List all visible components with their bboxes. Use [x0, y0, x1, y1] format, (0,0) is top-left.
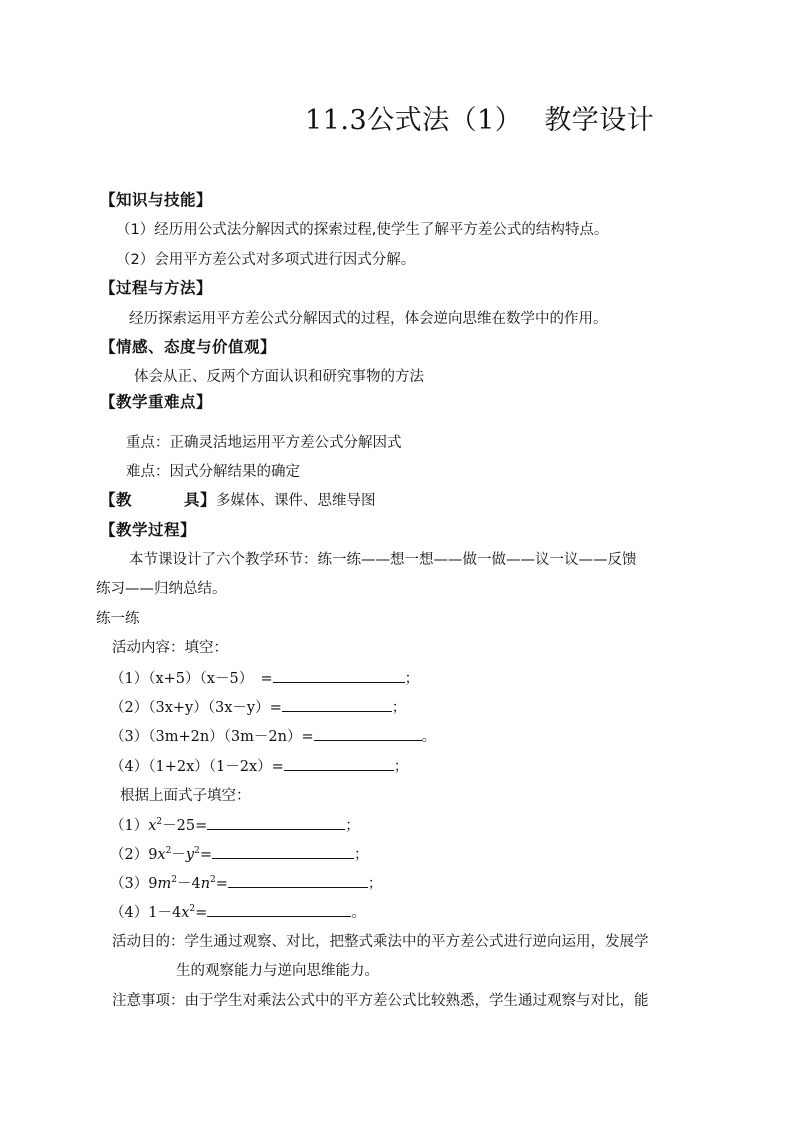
answer-blank[interactable]: [207, 902, 351, 917]
answer-blank[interactable]: [207, 815, 345, 830]
activity-label: 活动内容：填空：: [112, 640, 228, 656]
factor-expr-1: $x^2-25=$: [148, 817, 208, 834]
exercise-4: （4）（1+2x）（1－2x）= ；: [110, 756, 408, 777]
factor-item-4: $(4)1-4x^2=$ 。: [110, 902, 366, 923]
heading-tools-right: 具】: [184, 491, 217, 509]
title-sub: 教学设计: [544, 105, 655, 136]
tools-row: [100, 490, 376, 511]
section-practice: 练一练: [96, 611, 140, 627]
knowledge-item-1: （1）经历用公式法分解因式的探索过程,使学生了解平方差公式的结构特点。: [116, 222, 609, 238]
factor-expr-3: $9m^2-4n^2=$: [148, 875, 228, 892]
exercise-2: （2）（3x+y）（3x－y）= ；: [110, 697, 406, 718]
answer-blank[interactable]: [212, 844, 354, 859]
exercise-3: （3）（3m+2n）（3m－2n）= 。: [110, 726, 436, 747]
activity-notes-1: 注意事项：由于学生对乘法公式中的平方差公式比较熟悉，学生通过观察与对比，能: [112, 993, 649, 1009]
procedure-intro-2: 练习——归纳总结。: [96, 581, 227, 597]
answer-blank[interactable]: [228, 873, 368, 888]
answer-blank[interactable]: [273, 668, 405, 683]
activity-purpose-2: 生的观察能力与逆向思维能力。: [176, 963, 379, 979]
activity-purpose-1: 活动目的：学生通过观察、对比，把整式乘法中的平方差公式进行逆向运用，发展学: [112, 934, 649, 950]
heading-procedure: 【教学过程】: [100, 521, 197, 539]
tools-text: 多媒体、课件、思维导图: [216, 493, 376, 509]
process-text: 经历探索运用平方差公式分解因式的过程，体会逆向思维在数学中的作用。: [129, 311, 608, 327]
factor-expr-4: $1-4x^2=$: [148, 904, 208, 921]
factor-item-1: $(1)x^2-25=$ ；: [110, 815, 360, 836]
heading-knowledge: 【知识与技能】: [100, 191, 213, 209]
page-title: [305, 98, 654, 137]
heading-emotion: 【情感、态度与价值观】: [100, 338, 277, 356]
fill-label: 根据上面式子填空：: [120, 788, 251, 804]
procedure-intro-1: 本节课设计了六个教学环节：练一练——想一想——做一做——议一议——反馈: [129, 552, 637, 568]
title-main: 11.3公式法（1）: [305, 105, 523, 136]
key-point: 重点：正确灵活地运用平方差公式分解因式: [126, 435, 402, 451]
exercise-1: （1）（x+5）（x－5） = ；: [110, 668, 419, 689]
factor-item-3: $(3)9m^2-4n^2=$ ；: [110, 873, 382, 894]
emotion-text: 体会从正、反两个方面认识和研究事物的方法: [134, 369, 424, 385]
factor-item-2: $(2)9x^2-y^2=$ ；: [110, 844, 368, 865]
factor-expr-2: $9x^2-y^2=$: [148, 846, 212, 863]
answer-blank[interactable]: [314, 726, 422, 741]
knowledge-item-2: （2）会用平方差公式对多项式进行因式分解。: [116, 252, 416, 268]
heading-process: 【过程与方法】: [100, 279, 213, 297]
heading-tools-left: 【教: [100, 491, 133, 509]
answer-blank[interactable]: [282, 697, 392, 712]
answer-blank[interactable]: [284, 756, 394, 771]
heading-keypoints: 【教学重难点】: [100, 393, 213, 411]
difficult-point: 难点：因式分解结果的确定: [126, 464, 300, 480]
